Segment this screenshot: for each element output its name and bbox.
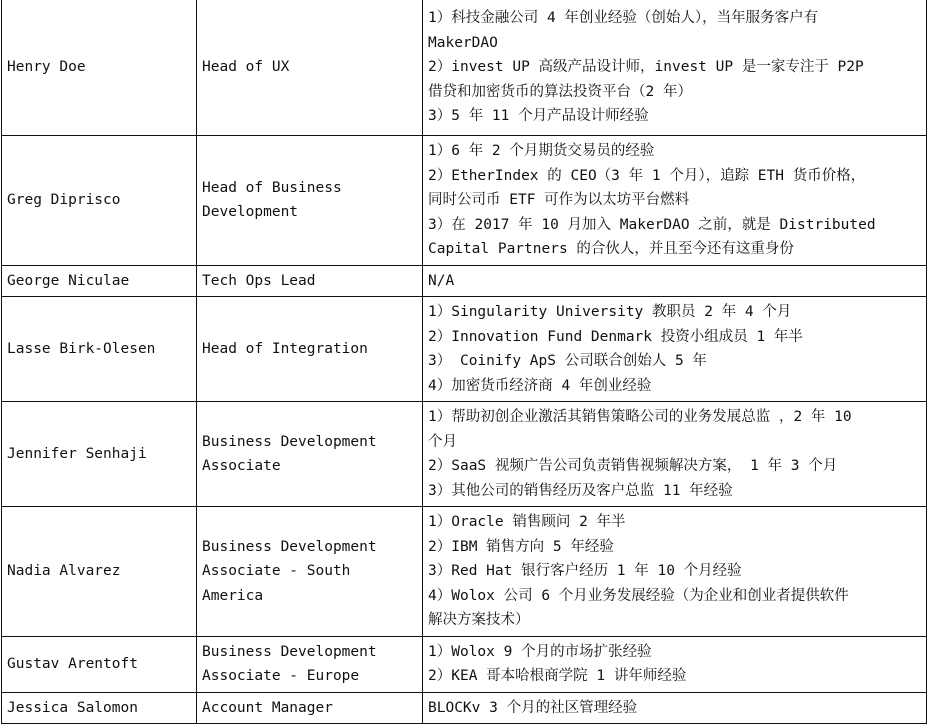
table-row — [2, 297, 927, 402]
member-role: Account Manager — [197, 692, 423, 724]
member-name: Nadia Alvarez — [2, 507, 197, 637]
member-role: Tech Ops Lead — [197, 265, 423, 297]
experience-line: 2）KEA 哥本哈根商学院 1 讲年师经验 — [428, 668, 687, 684]
experience-line: 1）Oracle 销售顾问 2 年半 — [428, 514, 626, 530]
member-name: Greg Diprisco — [2, 136, 197, 266]
experience-line: 3）5 年 11 个月产品设计师经验 — [428, 108, 649, 125]
member-role: Head of Integration — [197, 297, 423, 402]
experience-line: 1）科技金融公司 4 年创业经验（创始人），当年服务客户有 — [428, 10, 819, 27]
member-name: Jennifer Senhaji — [2, 402, 197, 507]
experience-line: 1）帮助初创企业激活其销售策略公司的业务发展总监 ，2 年 10 — [428, 409, 852, 425]
member-experience — [423, 507, 927, 637]
experience-line: BLOCKv 3 个月的社区管理经验 — [428, 699, 638, 716]
experience-line: 同时公司币 ETF 可作为以太坊平台燃料 — [428, 192, 690, 208]
member-role: Head of Business Development — [197, 136, 423, 266]
member-name: Jessica Salomon — [2, 692, 197, 724]
experience-line: 解决方案技术） — [428, 612, 530, 628]
member-experience — [423, 402, 927, 507]
member-experience — [423, 0, 927, 136]
experience-line: 3）其他公司的销售经历及客户总监 11 年经验 — [428, 482, 733, 499]
table-row — [2, 636, 927, 692]
experience-line: 个月 — [428, 433, 457, 450]
table-row — [2, 402, 927, 507]
experience-line: 2）Innovation Fund Denmark 投资小组成员 1 年半 — [428, 328, 803, 345]
member-role: Business Development Associate - Europe — [197, 636, 423, 692]
experience-line: 1）6 年 2 个月期货交易员的经验 — [428, 143, 655, 159]
experience-line: 2）IBM 销售方向 5 年经验 — [428, 538, 614, 555]
experience-line: 2）invest UP 高级产品设计师，invest UP 是一家专注于 P2P — [428, 59, 864, 76]
experience-line: Capital Partners 的合伙人，并且至今还有这重身份 — [428, 241, 794, 257]
experience-line: 借贷和加密货币的算法投资平台（2 年） — [428, 83, 692, 100]
member-experience — [423, 297, 927, 402]
experience-line: 4）加密货币经济商 4 年创业经验 — [428, 377, 652, 394]
member-experience — [423, 265, 927, 297]
member-role: Business Development Associate — [197, 402, 423, 507]
experience-line: N/A — [428, 272, 455, 289]
member-name: Gustav Arentoft — [2, 636, 197, 692]
table-row — [2, 507, 927, 637]
table-row — [2, 692, 927, 724]
experience-line: 3）在 2017 年 10 月加入 MakerDAO 之前，就是 Distributed — [428, 216, 876, 233]
member-role: Business Development Associate - South America — [197, 507, 423, 637]
member-name: Henry Doe — [2, 0, 197, 136]
member-experience — [423, 692, 927, 724]
member-experience — [423, 136, 927, 266]
experience-line: MakerDAO — [428, 34, 498, 51]
table-row — [2, 0, 927, 136]
experience-line: 4）Wolox 公司 6 个月业务发展经验（为企业和创业者提供软件 — [428, 587, 849, 604]
experience-line: 3）Red Hat 银行客户经历 1 年 10 个月经验 — [428, 563, 742, 579]
member-name: George Niculae — [2, 265, 197, 297]
experience-line: 3） Coinify ApS 公司联合创始人 5 年 — [428, 353, 707, 369]
experience-line: 2）SaaS 视频广告公司负责销售视频解决方案， 1 年 3 个月 — [428, 458, 838, 474]
member-experience — [423, 636, 927, 692]
experience-line: 2）EtherIndex 的 CEO（3 年 1 个月），追踪 ETH 货币价格， — [428, 167, 866, 184]
experience-line: 1）Singularity University 教职员 2 年 4 个月 — [428, 304, 792, 320]
table-row — [2, 136, 927, 266]
member-role: Head of UX — [197, 0, 423, 136]
team-table — [1, 0, 927, 724]
member-name: Lasse Birk-Olesen — [2, 297, 197, 402]
experience-line: 1）Wolox 9 个月的市场扩张经验 — [428, 643, 652, 660]
table-row — [2, 265, 927, 297]
